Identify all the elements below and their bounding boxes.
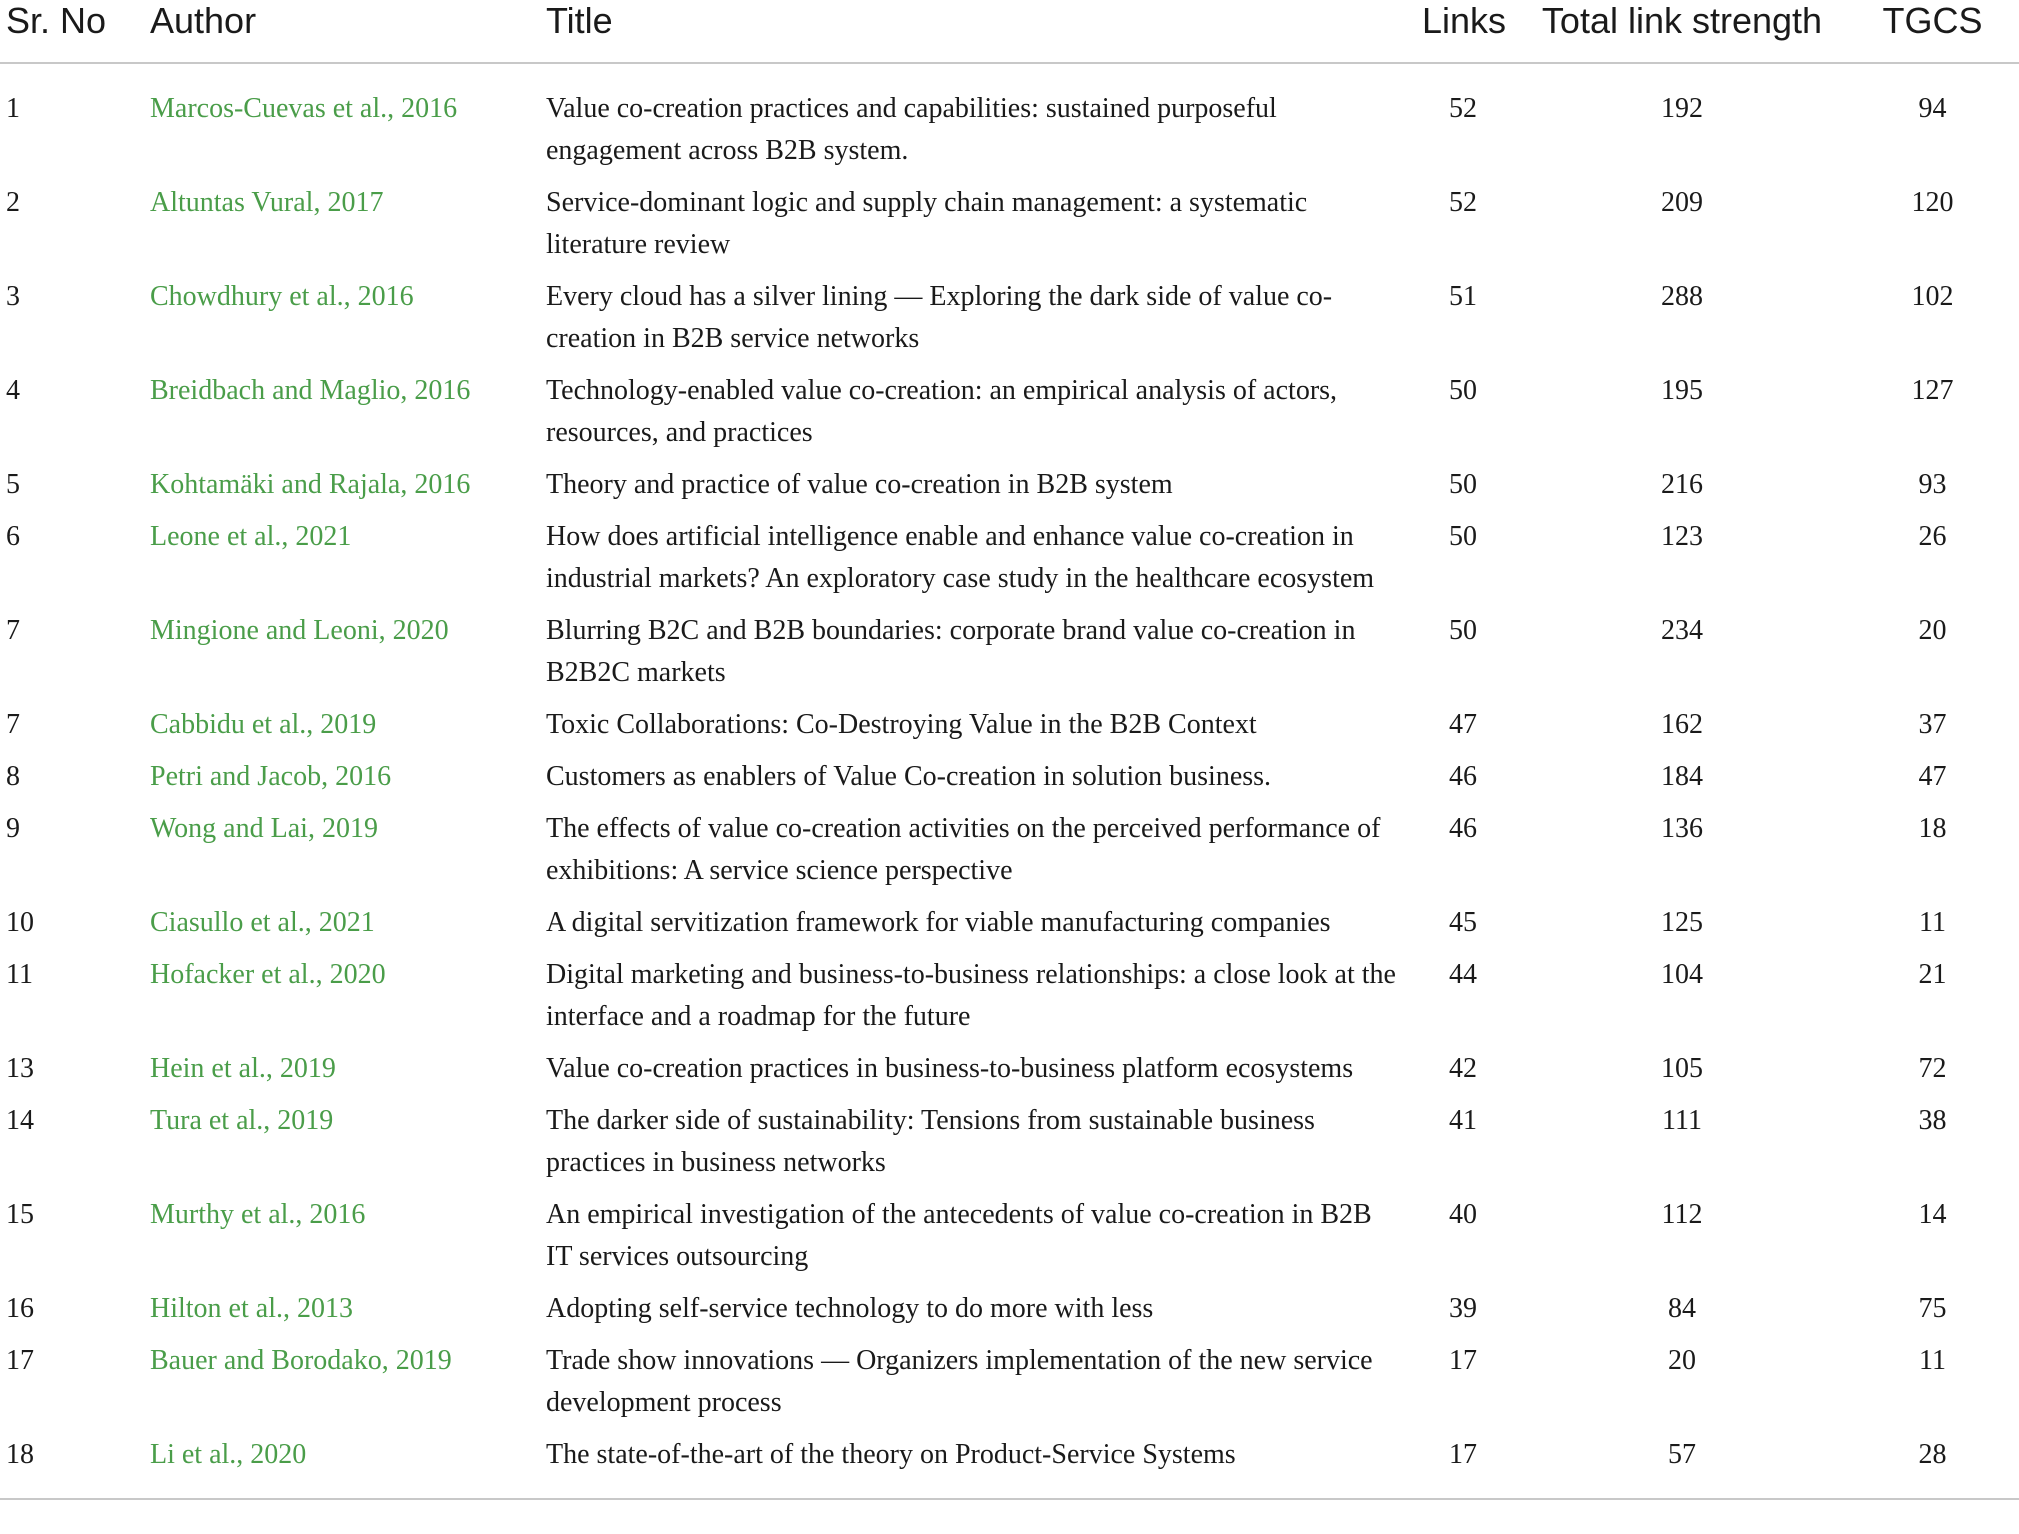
cell-tgcs: 38 bbox=[1918, 1105, 1947, 1136]
cell-title: The effects of value co-creation activities on the perceived performance of exhibitions: A service science perspective bbox=[546, 813, 1381, 886]
header-sr-no: Sr. No bbox=[0, 0, 150, 63]
cell-tgcs: 37 bbox=[1918, 709, 1947, 740]
author-year: 2019 bbox=[395, 1345, 452, 1376]
cell-total-link-strength: 288 bbox=[1661, 281, 1703, 312]
cell-links: 52 bbox=[1449, 187, 1477, 218]
table-row bbox=[0, 1434, 2019, 1499]
header-author: Author bbox=[150, 0, 546, 63]
author-year: 2016 bbox=[357, 281, 414, 312]
cell-tgcs: 102 bbox=[1911, 281, 1954, 312]
table-row bbox=[0, 516, 2019, 610]
author-name: Marcos-Cuevas et al. bbox=[150, 93, 388, 124]
cell-tgcs: 21 bbox=[1918, 959, 1947, 990]
cell-links: 52 bbox=[1449, 93, 1477, 124]
cell-sr-no: 15 bbox=[6, 1199, 34, 1230]
cell-links: 50 bbox=[1449, 469, 1477, 500]
cell-links: 17 bbox=[1449, 1345, 1477, 1376]
cell-author-link[interactable]: Murthy et al., 2016 bbox=[150, 1199, 366, 1230]
header-row bbox=[0, 0, 2019, 63]
cell-sr-no: 11 bbox=[6, 959, 33, 990]
table-row bbox=[0, 370, 2019, 464]
cell-author-link[interactable]: Ciasullo et al., 2021 bbox=[150, 907, 375, 938]
cell-author-link[interactable]: Kohtamäki and Rajala, 2016 bbox=[150, 469, 471, 500]
table-row bbox=[0, 1100, 2019, 1194]
cell-total-link-strength: 111 bbox=[1662, 1105, 1702, 1136]
cell-title: Every cloud has a silver lining — Exploring the dark side of value co-creation in B2B service networks bbox=[546, 281, 1333, 354]
cell-tgcs: 28 bbox=[1846, 1434, 2019, 1499]
cell-sr-no: 7 bbox=[6, 709, 20, 740]
cell-links: 51 bbox=[1449, 281, 1477, 312]
cell-title: Technology-enabled value co-creation: an empirical analysis of actors, resources, and practices bbox=[546, 375, 1338, 448]
author-year: 2019 bbox=[279, 1053, 336, 1084]
author-year: 2021 bbox=[318, 907, 375, 938]
author-name: Hein et al. bbox=[150, 1053, 266, 1084]
cell-sr-no: 1 bbox=[6, 93, 20, 124]
cell-title: Value co-creation practices and capabilities: sustained purposeful engagement across B2B system. bbox=[546, 93, 1277, 166]
table-row bbox=[0, 1340, 2019, 1434]
author-name: Altuntas Vural bbox=[150, 187, 314, 218]
author-name: Mingione and Leoni bbox=[150, 615, 379, 646]
cell-author-link[interactable]: Marcos-Cuevas et al., 2016 bbox=[150, 93, 458, 124]
table-row bbox=[0, 704, 2019, 756]
header-tgcs: TGCS bbox=[1846, 0, 2019, 63]
author-year: 2016 bbox=[414, 469, 471, 500]
header-total-link-strength: Total link strength bbox=[1518, 0, 1846, 63]
cell-title: Digital marketing and business-to-business relationships: a close look at the interface and a roadmap for the future bbox=[546, 959, 1396, 1032]
cell-sr-no: 8 bbox=[6, 761, 20, 792]
cell-title: Adopting self-service technology to do more with less bbox=[546, 1293, 1154, 1324]
cell-title: Value co-creation practices in business-to-business platform ecosystems bbox=[546, 1053, 1354, 1084]
table-row bbox=[0, 1288, 2019, 1340]
cell-title: Toxic Collaborations: Co-Destroying Value in the B2B Context bbox=[546, 709, 1257, 740]
author-name: Murthy et al. bbox=[150, 1199, 296, 1230]
cell-tgcs: 20 bbox=[1918, 615, 1947, 646]
table-row bbox=[0, 756, 2019, 808]
author-name: Leone et al. bbox=[150, 521, 282, 552]
cell-links: 44 bbox=[1449, 959, 1477, 990]
cell-total-link-strength: 112 bbox=[1661, 1199, 1703, 1230]
cell-author-link[interactable]: Cabbidu et al., 2019 bbox=[150, 709, 377, 740]
cell-sr-no: 17 bbox=[6, 1345, 34, 1376]
cell-tgcs: 14 bbox=[1918, 1199, 1947, 1230]
cell-sr-no: 13 bbox=[6, 1053, 34, 1084]
cell-tgcs: 18 bbox=[1918, 813, 1947, 844]
author-year: 2017 bbox=[327, 187, 384, 218]
cell-tgcs: 72 bbox=[1918, 1053, 1947, 1084]
cell-total-link-strength: 104 bbox=[1661, 959, 1703, 990]
cell-title: The state-of-the-art of the theory on Product-Service Systems bbox=[546, 1434, 1408, 1499]
cell-links: 47 bbox=[1449, 709, 1477, 740]
author-name: Wong and Lai bbox=[150, 813, 308, 844]
cell-links: 39 bbox=[1449, 1293, 1477, 1324]
cell-total-link-strength: 123 bbox=[1661, 521, 1703, 552]
cell-author-link[interactable]: Petri and Jacob, 2016 bbox=[150, 761, 392, 792]
table-row bbox=[0, 954, 2019, 1048]
cell-links: 50 bbox=[1449, 615, 1477, 646]
cell-total-link-strength: 216 bbox=[1661, 469, 1703, 500]
cell-title: An empirical investigation of the antecedents of value co-creation in B2B IT services outsourcing bbox=[546, 1199, 1372, 1272]
cell-total-link-strength: 209 bbox=[1661, 187, 1703, 218]
cell-tgcs: 120 bbox=[1911, 187, 1954, 218]
cell-tgcs: 26 bbox=[1918, 521, 1947, 552]
cell-title: Customers as enablers of Value Co-creation in solution business. bbox=[546, 761, 1272, 792]
header-title: Title bbox=[546, 0, 1408, 63]
cell-author-link[interactable]: Altuntas Vural, 2017 bbox=[150, 187, 384, 218]
cell-total-link-strength: 184 bbox=[1661, 761, 1703, 792]
cell-total-link-strength: 84 bbox=[1668, 1293, 1696, 1324]
cell-sr-no: 14 bbox=[6, 1105, 34, 1136]
author-name: Bauer and Borodako bbox=[150, 1345, 382, 1376]
cell-sr-no: 2 bbox=[6, 187, 20, 218]
cell-total-link-strength: 192 bbox=[1661, 93, 1703, 124]
cell-sr-no: 5 bbox=[6, 469, 20, 500]
cell-links: 42 bbox=[1449, 1053, 1477, 1084]
cell-sr-no: 16 bbox=[6, 1293, 34, 1324]
cell-sr-no: 6 bbox=[6, 521, 20, 552]
author-name: Hofacker et al. bbox=[150, 959, 316, 990]
author-year: 2016 bbox=[335, 761, 392, 792]
author-year: 2020 bbox=[250, 1439, 307, 1470]
cell-sr-no: 9 bbox=[6, 813, 20, 844]
cell-author-link[interactable]: Chowdhury et al., 2016 bbox=[150, 281, 414, 312]
cell-links: 17 bbox=[1408, 1434, 1518, 1499]
cell-title: Trade show innovations — Organizers implementation of the new service development process bbox=[546, 1345, 1373, 1418]
author-year: 2019 bbox=[321, 813, 378, 844]
cell-author-link[interactable]: Hein et al., 2019 bbox=[150, 1053, 336, 1084]
author-name: Petri and Jacob bbox=[150, 761, 322, 792]
cell-title: Blurring B2C and B2B boundaries: corporate brand value co-creation in B2B2C markets bbox=[546, 615, 1356, 688]
cell-total-link-strength: 195 bbox=[1661, 375, 1703, 406]
cell-author-link[interactable]: Hofacker et al., 2020 bbox=[150, 959, 386, 990]
cell-total-link-strength: 136 bbox=[1661, 813, 1703, 844]
author-name: Breidbach and Maglio bbox=[150, 375, 401, 406]
author-year: 2016 bbox=[309, 1199, 366, 1230]
cell-links: 41 bbox=[1449, 1105, 1477, 1136]
cell-author-link[interactable]: Leone et al., 2021 bbox=[150, 521, 352, 552]
cell-author-link[interactable]: Breidbach and Maglio, 2016 bbox=[150, 375, 471, 406]
cell-links: 45 bbox=[1449, 907, 1477, 938]
cell-total-link-strength: 57 bbox=[1518, 1434, 1846, 1499]
author-year: 2019 bbox=[277, 1105, 334, 1136]
table-row bbox=[0, 276, 2019, 370]
table-row bbox=[0, 902, 2019, 954]
cell-sr-no: 10 bbox=[6, 907, 34, 938]
table-row bbox=[0, 808, 2019, 902]
cell-author-link[interactable]: Hilton et al., 2013 bbox=[150, 1293, 353, 1324]
table-header bbox=[0, 0, 2019, 63]
author-year: 2019 bbox=[320, 709, 377, 740]
cell-title: A digital servitization framework for viable manufacturing companies bbox=[546, 907, 1331, 938]
cell-tgcs: 94 bbox=[1918, 93, 1947, 124]
cell-sr-no: 18 bbox=[0, 1434, 150, 1499]
cell-tgcs: 93 bbox=[1918, 469, 1947, 500]
author-name: Cabbidu et al. bbox=[150, 709, 307, 740]
cell-total-link-strength: 234 bbox=[1661, 615, 1703, 646]
table-row bbox=[0, 610, 2019, 704]
table-row bbox=[0, 464, 2019, 516]
author-name: Ciasullo et al. bbox=[150, 907, 305, 938]
table-row bbox=[0, 1194, 2019, 1288]
cell-tgcs: 11 bbox=[1919, 1345, 1946, 1376]
cell-author-link[interactable]: Li et al., 2020 bbox=[150, 1434, 546, 1499]
author-year: 2020 bbox=[329, 959, 386, 990]
author-name: Tura et al. bbox=[150, 1105, 264, 1136]
table-row bbox=[0, 63, 2019, 182]
cell-author-link[interactable]: Wong and Lai, 2019 bbox=[150, 813, 378, 844]
cell-links: 50 bbox=[1449, 375, 1477, 406]
cell-sr-no: 7 bbox=[6, 615, 20, 646]
author-year: 2016 bbox=[401, 93, 458, 124]
cell-links: 50 bbox=[1449, 521, 1477, 552]
cell-links: 40 bbox=[1449, 1199, 1477, 1230]
cell-author-link[interactable]: Tura et al., 2019 bbox=[150, 1105, 334, 1136]
table-body bbox=[0, 63, 2019, 1499]
author-name: Hilton et al. bbox=[150, 1293, 283, 1324]
cell-total-link-strength: 125 bbox=[1661, 907, 1703, 938]
author-year: 2013 bbox=[296, 1293, 353, 1324]
cell-links: 46 bbox=[1449, 813, 1477, 844]
cell-title: The darker side of sustainability: Tensions from sustainable business practices in business networks bbox=[546, 1105, 1315, 1178]
table-row bbox=[0, 1048, 2019, 1100]
cell-tgcs: 75 bbox=[1918, 1293, 1947, 1324]
cell-links: 46 bbox=[1449, 761, 1477, 792]
cell-sr-no: 4 bbox=[6, 375, 20, 406]
author-year: 2021 bbox=[295, 521, 352, 552]
table-row bbox=[0, 182, 2019, 276]
cell-title: How does artificial intelligence enable and enhance value co-creation in industrial markets? An exploratory case study in the healthcare ecosystem bbox=[546, 521, 1375, 594]
cell-author-link[interactable]: Mingione and Leoni, 2020 bbox=[150, 615, 449, 646]
cell-author-link[interactable]: Bauer and Borodako, 2019 bbox=[150, 1345, 452, 1376]
cell-tgcs: 11 bbox=[1919, 907, 1946, 938]
cell-tgcs: 47 bbox=[1918, 761, 1947, 792]
cell-total-link-strength: 20 bbox=[1668, 1345, 1696, 1376]
author-year: 2020 bbox=[392, 615, 449, 646]
cell-total-link-strength: 162 bbox=[1661, 709, 1703, 740]
cell-tgcs: 127 bbox=[1911, 375, 1954, 406]
cell-title: Theory and practice of value co-creation in B2B system bbox=[546, 469, 1173, 500]
cell-title: Service-dominant logic and supply chain management: a systematic literature review bbox=[546, 187, 1308, 260]
author-name: Chowdhury et al. bbox=[150, 281, 344, 312]
author-name: Kohtamäki and Rajala bbox=[150, 469, 401, 500]
cell-total-link-strength: 105 bbox=[1661, 1053, 1703, 1084]
cell-sr-no: 3 bbox=[6, 281, 20, 312]
author-year: 2016 bbox=[414, 375, 471, 406]
header-links: Links bbox=[1408, 0, 1518, 63]
author-name: Li et al. bbox=[150, 1439, 237, 1470]
